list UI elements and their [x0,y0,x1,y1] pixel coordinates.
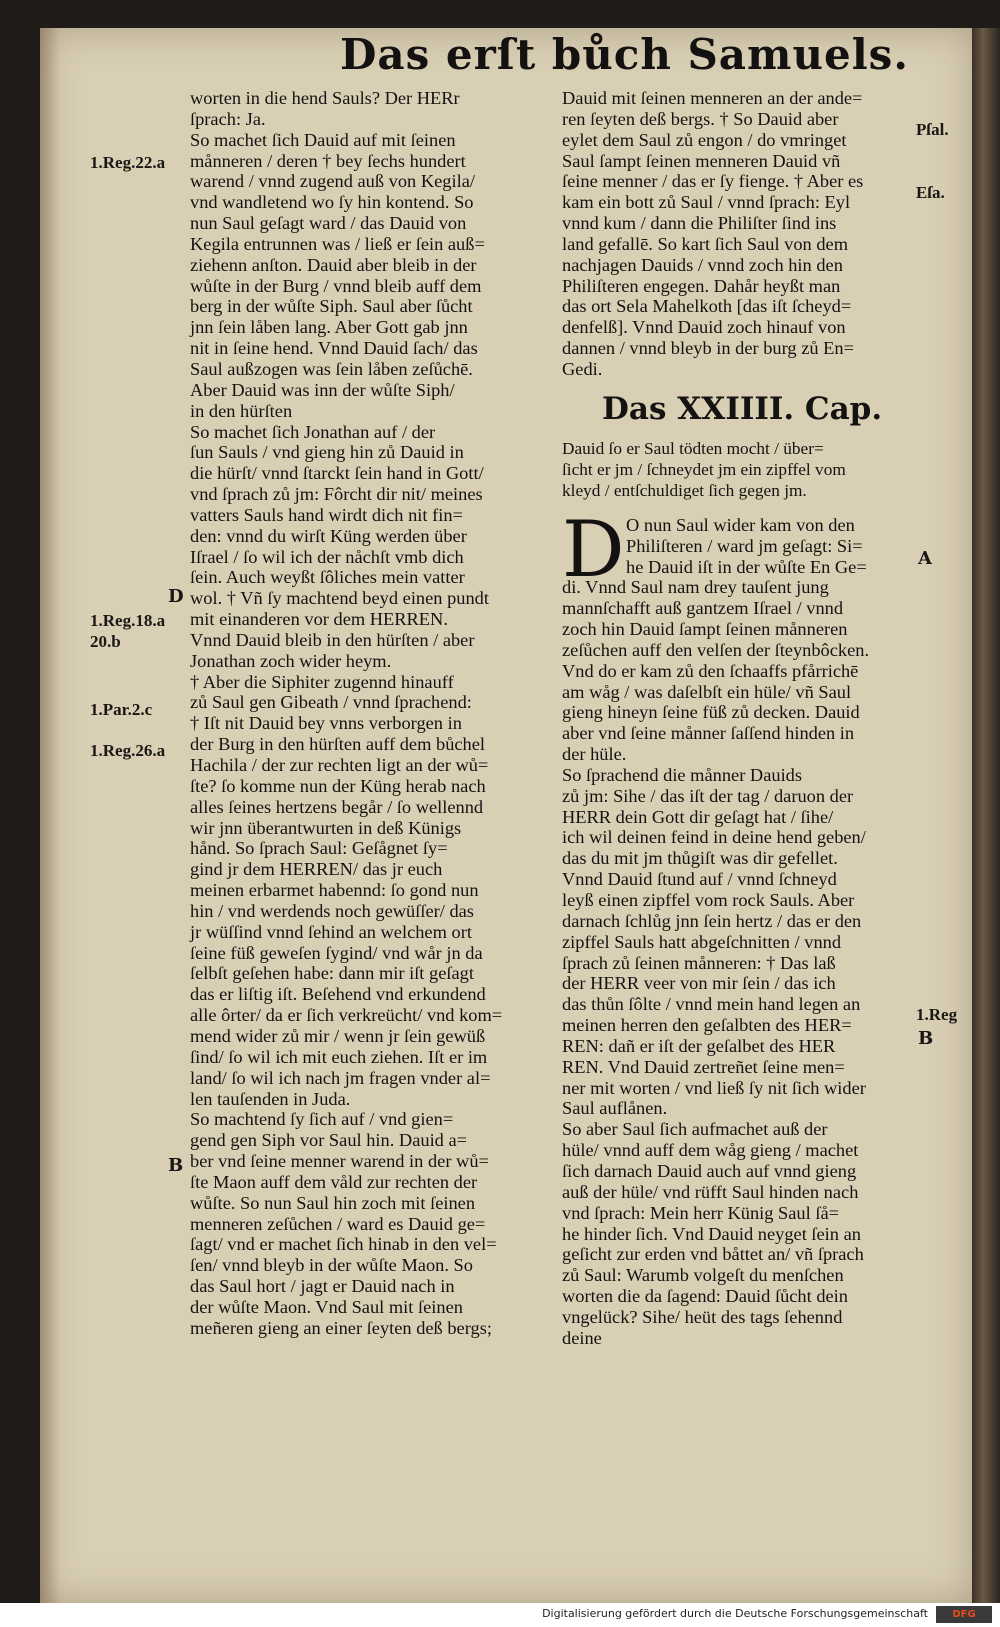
text-line: len tauſenden in Juda. [190,1088,351,1109]
chapter-heading: Das XXIIII. Cap. [602,390,883,427]
text-line: gend gen Siph vor Saul hin. Dauid a= [190,1130,467,1151]
margin-note-ref: 1.Reg.26.a [90,741,166,760]
text-line: REN: dañ er iſt der geſalbet des HER [562,1035,836,1056]
text-line: jr wüſſind vnnd ſehind an welchem ort [190,921,472,942]
text-line: geſicht zur erden vnd båttet an/ vñ ſprach [562,1244,864,1265]
text-line: Vnnd Dauid bleib in den hürſten / aber [190,629,475,650]
text-line: Philiſteren engegen. Dahår heyßt man [562,275,841,296]
text-line: land gefallē. So kart ſich Saul von dem [562,233,849,254]
text-line: So machet ſich Jonathan auf / der [190,421,436,442]
dfg-logo-text: DFG [952,1609,976,1620]
text-line: ſelbſt geſehen habe: dann mir iſt geſagt [190,963,474,984]
text-line: ſprach: Ja. [190,108,266,129]
text-line: zipffel Sauls hatt abgeſchnitten / vnnd [562,931,842,952]
text-line: Saul ſampt ſeinen menneren Dauid vñ [562,150,841,171]
text-line: nachjagen Dauids / vnnd zoch hin den [562,254,843,275]
text-line: Kegila entrunnen was / ließ er ſein auß= [190,233,485,254]
text-line: So aber Saul ſich aufmachet auß der [562,1119,828,1140]
text-line: menneren zeſůchen / ward es Dauid ge= [190,1213,486,1234]
text-line: gind jr dem HERREN/ das jr euch [190,859,443,880]
margin-note-ref: Eſa. [916,183,945,202]
text-line: Gedi. [562,358,603,379]
text-line: nit in ſeine hend. Vnnd Dauid ſach/ das [190,338,478,359]
text-line: månneren / deren † bey ſechs hundert [190,150,466,171]
text-line: mend wider zů mir / wenn jr ſein gewüß [190,1025,486,1046]
left-text-column [190,88,535,1339]
text-line: in den hürſten [190,400,293,421]
text-line: denfelß]. Vnnd Dauid zoch hinauf von [562,317,846,338]
text-line: Dauid ſo er Saul tödten mocht / über= [562,438,824,458]
text-line: das du mit jm thůgiſt was dir gefellet. [562,848,838,869]
text-line: Dauid mit ſeinen menneren an der ande= [562,88,863,108]
text-line: hin / vnd werdends noch gewüſſer/ das [190,900,474,921]
text-line: ren ſeyten deß bergs. † So Dauid aber [562,108,839,129]
text-line: Vnd do er kam zů den ſchaaffs pfårrichē [562,660,859,681]
text-line: der wůſte Maon. Vnd Saul mit ſeinen [190,1296,463,1317]
text-line: zů Saul gen Gibeath / vnnd ſprachend: [190,692,472,713]
drop-cap-initial: D [562,504,625,595]
text-line: Aber Dauid was inn der wůſte Siph/ [190,379,455,400]
text-line: nun Saul geſagt ward / das Dauid von [190,213,467,234]
text-line: zoch hin Dauid ſampt ſeinen månneren [562,619,848,640]
text-line: das thůn ſôlte / vnnd mein hand legen an [562,994,861,1015]
text-line: der HERR veer von mir ſein / das ich [562,973,836,994]
text-line: hüle/ vnnd auff dem wåg gieng / machet [562,1140,859,1161]
margin-section-letter: A [918,548,932,569]
text-line: ner mit worten / vnd ließ ſy nit ſich wider [562,1077,866,1098]
text-line: worten die da ſagend: Dauid ſůcht dein [562,1286,848,1307]
text-line: ſind/ ſo wil ich mit euch ziehen. Iſt er im [190,1046,488,1067]
text-line: berg in der wůſte Siph. Saul aber ſůcht [190,296,473,317]
text-line: † Aber die Siphiter zugennd hinauff [190,671,454,692]
text-line: So machet ſich Dauid auf mit ſeinen [190,129,456,150]
text-line: Hachila / der zur rechten ligt an der wů= [190,755,489,775]
text-line: ſicht er jm / ſchneydet jm ein zipffel vom [562,459,846,479]
text-line: leyß einen zipffel vom rock Sauls. Aber [562,890,855,910]
text-line: jnn ſein låben lang. Aber Gott gab jnn [190,317,468,338]
text-line: ſprach zů ſeinen månneren: † Das laß [562,952,836,973]
text-line: das er liſtig iſt. Beſehend vnd erkundend [190,984,486,1005]
text-line: land/ ſo wil ich nach jm fragen vnder al= [190,1067,491,1088]
text-line: am wåg / was daſelbſt ein hüle/ vñ Saul [562,681,852,702]
margin-section-letter: B [918,1028,934,1049]
text-line: Jonathan zoch wider heym. [190,650,392,671]
text-line: vatters Sauls hand wirdt dich nit fin= [190,504,463,525]
text-line: ſte? ſo komme nun der Küng herab nach [190,775,486,796]
text-line: O nun Saul wider kam von den [626,514,855,535]
text-line: alle ôrter/ da er ſich verkreücht/ vnd kom= [190,1005,503,1026]
text-line: hånd. So ſprach Saul: Geſågnet ſy= [190,838,448,859]
page-header-title: Das erſt bůch Samuels. [340,30,909,79]
text-line: auß der hüle/ vnd rüfft Saul hinden nach [562,1181,859,1202]
margin-note-ref: 20.b [90,632,121,651]
text-line: † Iſt nit Dauid bey vnns verborgen in [190,713,462,734]
text-line: den: vnnd du wirſt Küng werden über [190,525,467,546]
right-column-top-text [562,88,907,380]
text-line: aber vnd ſeine månner ſaſſend hinden in [562,723,855,744]
text-line: gieng hineyn ſeine füß zů decken. Dauid [562,702,860,723]
margin-note-ref: Pſal. [916,120,949,139]
text-line: wol. † Vñ ſy machtend beyd einen pundt [190,588,489,609]
text-line: ber vnd ſeine menner warend in der wů= [190,1151,489,1172]
margin-note-ref: 1.Par.2.c [90,700,153,719]
text-line: ſen/ vnnd bleyb in der wůſte Maon. So [190,1255,473,1276]
text-line: alles ſeines hertzens begår / ſo wellennd [190,796,484,817]
text-line: ſein. Auch weyßt ſôliches mein vatter [190,567,465,588]
text-line: Philiſteren / ward jm geſagt: Si= [626,535,863,556]
text-line: wůſte. So nun Saul hin zoch mit ſeinen [190,1192,476,1213]
text-line: worten in die hend Sauls? Der HERr [190,88,460,108]
text-line: warend / vnnd zugend auß von Kegila/ [190,171,475,192]
text-line: Saul außzogen was ſein låben zeſůchē. [190,358,473,379]
text-line: vnd wandletend wo ſy hin kontend. So [190,192,474,213]
text-line: ſeine menner / das er ſy fienge. † Aber es [562,171,864,192]
text-line: wir jnn überantwurten in deß Künigs [190,817,462,838]
footer-credit-text: Digitalisierung gefördert durch die Deutsche Forschungsgemeinschaft [542,1607,928,1620]
text-line: meñeren gieng an einer ſeyten deß bergs; [190,1317,492,1338]
text-line: he Dauid iſt in der wůſte En Ge= [626,556,867,577]
text-line: So ſprachend die månner Dauids [562,764,803,785]
margin-note-ref: 1.Reg [916,1005,958,1024]
text-line: deine [562,1327,602,1348]
text-line: kleyd / entſchuldiget ſich gegen jm. [562,480,807,500]
text-line: meinen herren den geſalbten des HER= [562,1015,852,1036]
text-line: ich wil deinen feind in deine hend geben/ [562,827,866,848]
margin-section-letter: B [168,1155,184,1176]
text-line: mit einanderen vor dem HERREN. [190,609,448,630]
text-line: vnd ſprach zů jm: Fôrcht dir nit/ meines [190,484,483,505]
right-column-body-text [562,577,907,1348]
text-line: zů jm: Sihe / das iſt der tag / daruon der [562,785,854,806]
text-line: Vnnd Dauid ſtund auf / vnnd ſchneyd [562,869,837,890]
text-line: vnd ſprach: Mein herr Künig Saul ſå= [562,1202,839,1223]
text-line: mannſchafft auß gantzem Iſrael / vnnd [562,598,844,619]
margin-note-ref: 1.Reg.18.a [90,611,166,630]
text-line: dannen / vnnd bleyb in der burg zů En= [562,338,854,359]
text-line: vngelück? Sihe/ heüt des tags ſehennd [562,1306,843,1327]
text-line: der hüle. [562,744,627,765]
text-line: ſich darnach Dauid auch auf vnnd gieng [562,1160,857,1181]
text-line: der Burg in den hürſten auff dem bůchel [190,734,486,755]
text-line: die hürſt/ vnnd ſtarckt ſein hand in Gott/ [190,463,484,484]
chapter-summary [562,438,907,501]
text-line: ſun Sauls / vnd gieng hin zů Dauid in [190,442,464,463]
text-line: wůſte in der Burg / vnnd bleib auff dem [190,275,482,296]
text-line: Saul auflånen. [562,1098,668,1119]
text-line: he hinder ſich. Vnd Dauid neyget ſein an [562,1223,861,1244]
text-line: das ort Sela Mahelkoth [das iſt ſcheyd= [562,296,852,317]
text-line: ziehenn anſton. Dauid aber bleib in der [190,254,477,275]
text-line: eylet dem Saul zů engon / do vmringet [562,129,847,150]
text-line: zů Saul: Warumb volgeſt du menſchen [562,1265,844,1286]
dfg-logo [936,1606,992,1623]
text-line: REN. Vnd Dauid zertreñet ſeine men= [562,1056,845,1077]
text-line: darnach ſchlůg jnn ſein hertz / das er den [562,910,862,931]
text-line: ſeine füß geweſen ſygind/ vnd wår jn da [190,942,483,963]
right-text-column [562,88,907,1349]
margin-note-ref: 1.Reg.22.a [90,153,166,172]
text-line: kam ein bott zů Saul / vnnd ſprach: Eyl [562,192,851,213]
margin-section-letter: D [168,586,184,607]
text-line: meinen erbarmet habennd: ſo gond nun [190,880,479,901]
text-line: di. Vnnd Saul nam drey tauſent jung [562,577,829,598]
page-edge-shadow [40,28,60,1603]
digitization-footer [0,1603,1000,1627]
text-line: HERR dein Gott dir geſagt hat / ſihe/ [562,806,834,827]
book-binding [972,28,1000,1603]
text-line: vnnd kum / dann die Philiſter ſind ins [562,213,837,234]
text-line: ſte Maon auff dem våld zur rechten der [190,1171,478,1192]
text-line: Iſrael / ſo wil ich der nåchſt vmb dich [190,546,464,567]
text-line: ſagt/ vnd er machet ſich hinab in den vel= [190,1234,497,1255]
text-line: zeſůchen auff den velſen der ſteynbôcken. [562,639,870,660]
text-line: So machtend ſy ſich auf / vnd gien= [190,1109,454,1130]
text-line: das Saul hort / jagt er Dauid nach in [190,1276,455,1297]
